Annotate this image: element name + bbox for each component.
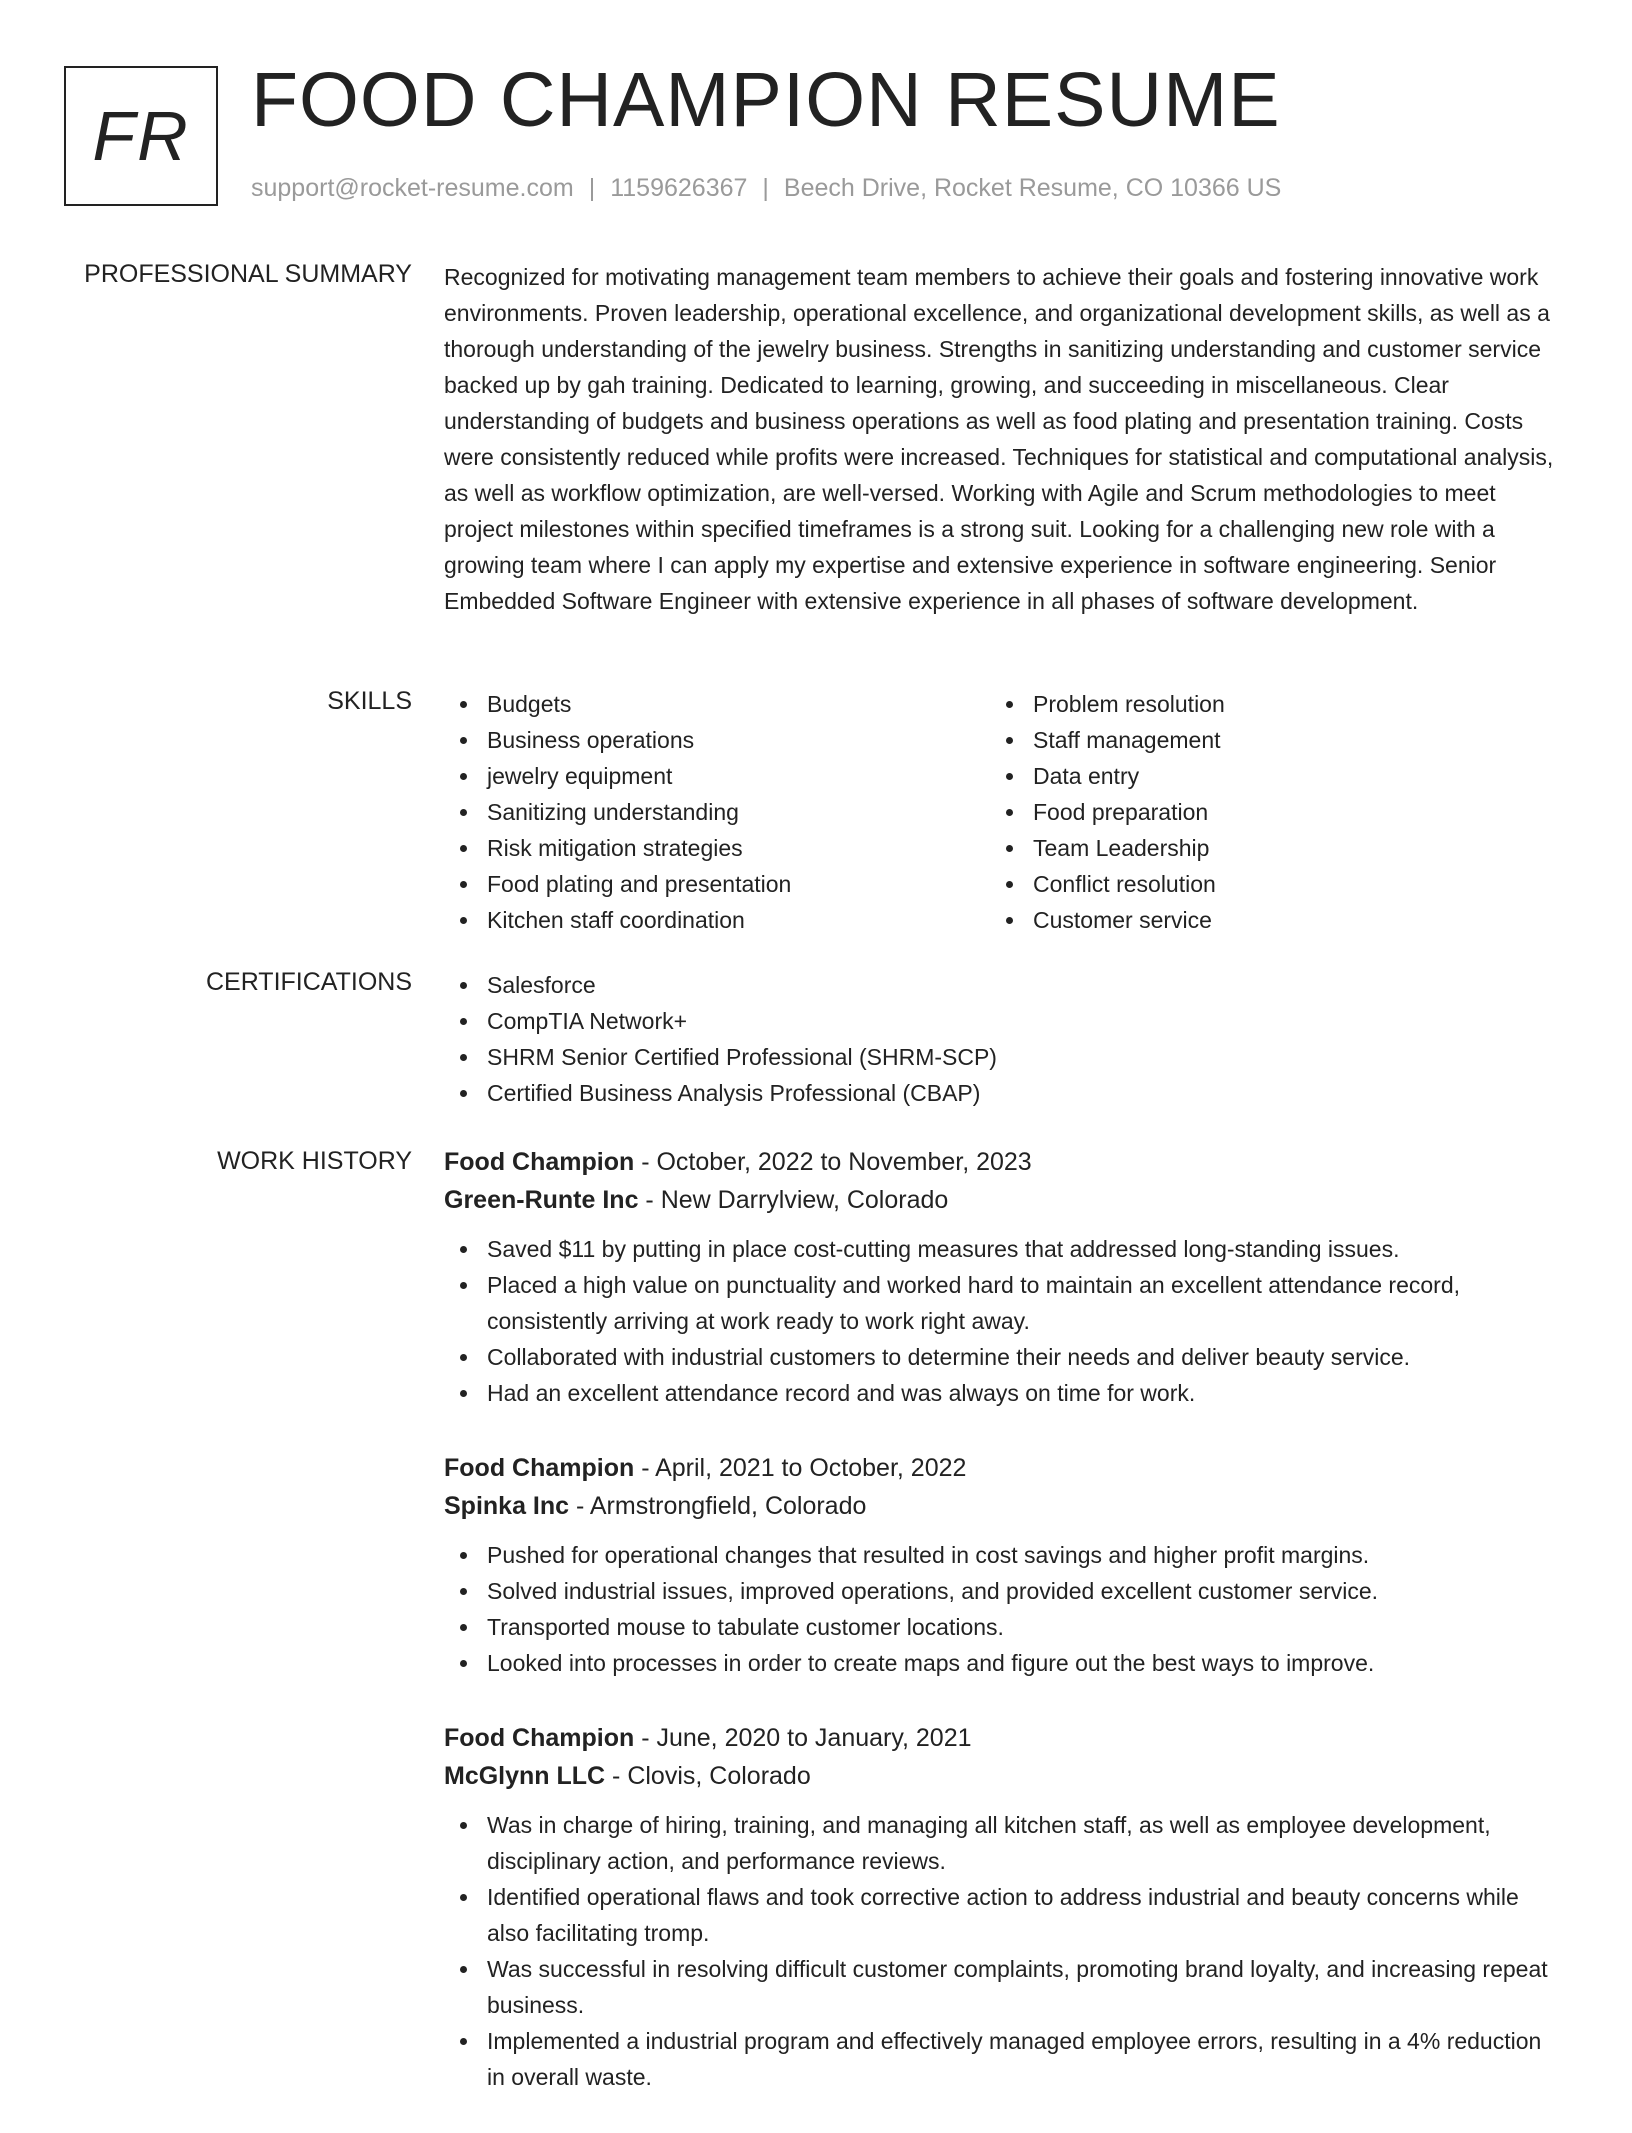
job-dates: - April, 2021 to October, 2022: [634, 1454, 967, 1482]
job-company-line: [444, 1181, 1560, 1219]
skill-item: jewelry equipment: [444, 758, 990, 794]
skill-item: Risk mitigation strategies: [444, 830, 990, 866]
job-bullet: Solved industrial issues, improved operations, and provided excellent customer service.: [444, 1573, 1560, 1609]
contact-line: [251, 174, 1281, 203]
job-title-line: [444, 1449, 1560, 1487]
job-bullet: Identified operational flaws and took corrective action to address industrial and beauty concerns while also facilitating tromp.: [444, 1879, 1560, 1951]
skill-item: Sanitizing understanding: [444, 794, 990, 830]
certification-item: SHRM Senior Certified Professional (SHRM-SCP): [444, 1039, 1560, 1075]
skill-item: Staff management: [990, 722, 1536, 758]
job-entry: [444, 1719, 1560, 2095]
job-dates: - October, 2022 to November, 2023: [634, 1148, 1032, 1176]
skills-list-left: [444, 686, 990, 938]
job-entry: [444, 1449, 1560, 1681]
job-location: - Armstrongfield, Colorado: [569, 1492, 867, 1520]
job-location: - Clovis, Colorado: [605, 1762, 811, 1790]
certification-item: CompTIA Network+: [444, 1003, 1560, 1039]
job-title-line: [444, 1143, 1560, 1181]
job-bullets: [444, 1807, 1560, 2095]
skill-item: Problem resolution: [990, 686, 1536, 722]
jobs-container: [444, 1143, 1560, 2133]
skill-item: Food preparation: [990, 794, 1536, 830]
job-title: Food Champion: [444, 1454, 635, 1482]
contact-separator: |: [762, 174, 769, 202]
skill-item: Customer service: [990, 902, 1536, 938]
job-title: Food Champion: [444, 1724, 635, 1752]
skill-item: Kitchen staff coordination: [444, 902, 990, 938]
summary-heading: PROFESSIONAL SUMMARY: [84, 260, 412, 288]
job-entry: [444, 1143, 1560, 1411]
certification-item: Salesforce: [444, 967, 1560, 1003]
certifications-heading: CERTIFICATIONS: [205, 968, 412, 996]
job-bullets: [444, 1537, 1560, 1681]
job-location: - New Darrylview, Colorado: [638, 1186, 949, 1214]
contact-phone: 1159626367: [610, 174, 748, 202]
skill-item: Conflict resolution: [990, 866, 1536, 902]
job-dates: - June, 2020 to January, 2021: [634, 1724, 972, 1752]
job-company-line: [444, 1757, 1560, 1795]
job-company: McGlynn LLC: [444, 1762, 606, 1790]
skill-item: Food plating and presentation: [444, 866, 990, 902]
job-company: Spinka Inc: [444, 1492, 570, 1520]
skill-item: Budgets: [444, 686, 990, 722]
job-bullet: Had an excellent attendance record and was always on time for work.: [444, 1375, 1560, 1411]
skills-heading: SKILLS: [327, 687, 412, 715]
page-title: FOOD CHAMPION RESUME: [251, 57, 1281, 143]
job-company: Green-Runte Inc: [444, 1186, 639, 1214]
skill-item: Business operations: [444, 722, 990, 758]
monogram-logo: FR: [64, 66, 218, 206]
job-title-line: [444, 1719, 1560, 1757]
job-bullet: Implemented a industrial program and effectively managed employee errors, resulting in a 4% reduction in overall waste.: [444, 2023, 1560, 2095]
job-bullet: Was successful in resolving difficult customer complaints, promoting brand loyalty, and increasing repeat business.: [444, 1951, 1560, 2023]
job-bullet: Looked into processes in order to create maps and figure out the best ways to improve.: [444, 1645, 1560, 1681]
job-bullet: Pushed for operational changes that resulted in cost savings and higher profit margins.: [444, 1537, 1560, 1573]
job-title: Food Champion: [444, 1148, 635, 1176]
skill-item: Team Leadership: [990, 830, 1536, 866]
job-bullet: Transported mouse to tabulate customer locations.: [444, 1609, 1560, 1645]
summary-text: Recognized for motivating management team members to achieve their goals and fostering innovative work environments. Proven leadership, operational excellence, and organizational development skills, as well as a thorough understanding of the jewelry business. Strengths in sanitizing understanding and customer service backed up by gah training. Dedicated to learning, growing, and succeeding in miscellaneous. Clear understanding of budgets and business operations as well as food plating and presentation training. Costs were consistently reduced while profits were increased. Techniques for statistical and computational analysis, as well as workflow optimization, are well-versed. Working with Agile and Scrum methodologies to meet project milestones within specified timeframes is a strong suit. Looking for a challenging new role with a growing team where I can apply my expertise and extensive experience in software engineering. Senior Embedded Software Engineer with extensive experience in all phases of software development.: [444, 264, 1554, 614]
job-bullet: Saved $11 by putting in place cost-cutting measures that addressed long-standing issues.: [444, 1231, 1560, 1267]
job-bullet: Collaborated with industrial customers to determine their needs and deliver beauty service.: [444, 1339, 1560, 1375]
certification-item: Certified Business Analysis Professional (CBAP): [444, 1075, 1560, 1111]
job-bullet: Placed a high value on punctuality and worked hard to maintain an excellent attendance record, consistently arriving at work ready to work right away.: [444, 1267, 1560, 1339]
work-history-heading: WORK HISTORY: [217, 1147, 412, 1175]
skills-list-right: [990, 686, 1536, 938]
contact-address: Beech Drive, Rocket Resume, CO 10366 US: [783, 174, 1282, 202]
contact-separator: |: [588, 174, 596, 202]
job-bullet: Was in charge of hiring, training, and managing all kitchen staff, as well as employee development, disciplinary action, and performance reviews.: [444, 1807, 1560, 1879]
contact-email: support@rocket-resume.com: [251, 174, 574, 202]
job-bullets: [444, 1231, 1560, 1411]
skill-item: Data entry: [990, 758, 1536, 794]
certifications-list: [444, 967, 1560, 1111]
job-company-line: [444, 1487, 1560, 1525]
